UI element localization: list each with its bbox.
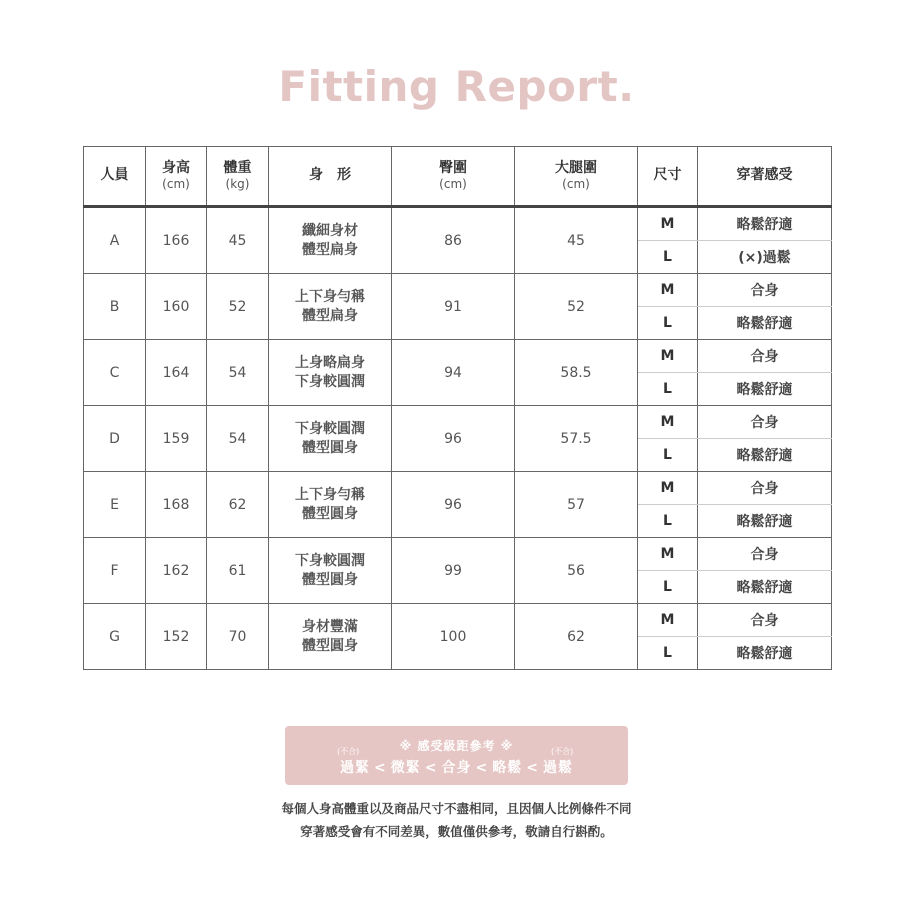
table-row: [84, 604, 832, 637]
cell-size: M: [638, 604, 698, 637]
cell-weight: 61: [207, 538, 269, 604]
cell-feel: 合身: [698, 472, 832, 505]
cell-body-type: 下身較圓潤 體型圓身: [269, 538, 392, 604]
cell-feel: 略鬆舒適: [698, 439, 832, 472]
header-height: 身高 (cm): [146, 147, 207, 207]
cell-weight: 45: [207, 207, 269, 274]
cell-hip: 99: [392, 538, 515, 604]
cell-body-type: 身材豐滿 體型圓身: [269, 604, 392, 670]
legend-tag-right: (不合): [551, 747, 574, 756]
header-thigh: 大腿圍 (cm): [515, 147, 638, 207]
header-weight: 體重 (kg): [207, 147, 269, 207]
disclaimer-note: [0, 797, 913, 843]
cell-feel: 略鬆舒適: [698, 505, 832, 538]
cell-hip: 96: [392, 472, 515, 538]
cell-height: 152: [146, 604, 207, 670]
cell-height: 164: [146, 340, 207, 406]
header-body-type: 身 形: [269, 147, 392, 207]
header-feel: 穿著感受: [698, 147, 832, 207]
cell-feel: 合身: [698, 340, 832, 373]
cell-feel: 合身: [698, 538, 832, 571]
fit-scale-legend: [285, 726, 628, 785]
cell-size: L: [638, 373, 698, 406]
scale-separator: <: [475, 760, 489, 776]
cell-thigh: 52: [515, 274, 638, 340]
cell-feel: 合身: [698, 274, 832, 307]
cell-weight: 52: [207, 274, 269, 340]
cell-person: B: [84, 274, 146, 340]
cell-feel: 略鬆舒適: [698, 637, 832, 670]
scale-separator: <: [526, 760, 539, 776]
legend-scale: [285, 757, 628, 777]
cell-person: A: [84, 207, 146, 274]
cell-body-type: 下身較圓潤 體型圓身: [269, 406, 392, 472]
note-line: 穿著感受會有不同差異，數值僅供參考，敬請自行斟酌。: [300, 824, 613, 839]
cell-size: M: [638, 538, 698, 571]
cell-thigh: 62: [515, 604, 638, 670]
cell-hip: 94: [392, 340, 515, 406]
cell-weight: 54: [207, 340, 269, 406]
cell-hip: 91: [392, 274, 515, 340]
header-size: 尺寸: [638, 147, 698, 207]
scale-item: 過鬆: [542, 760, 573, 776]
cell-thigh: 45: [515, 207, 638, 274]
table-row: [84, 207, 832, 241]
cell-hip: 86: [392, 207, 515, 274]
cell-size: L: [638, 307, 698, 340]
table-header-row: [84, 147, 832, 207]
legend-tag-left: (不合): [337, 747, 360, 756]
cell-size: M: [638, 207, 698, 241]
scale-item: 略鬆: [492, 760, 523, 776]
cell-height: 168: [146, 472, 207, 538]
cell-feel: 略鬆舒適: [698, 207, 832, 241]
cell-size: M: [638, 274, 698, 307]
cell-size: M: [638, 340, 698, 373]
cell-person: D: [84, 406, 146, 472]
table-row: [84, 538, 832, 571]
cell-weight: 70: [207, 604, 269, 670]
cell-height: 166: [146, 207, 207, 274]
fitting-table: [83, 146, 832, 670]
cell-thigh: 57.5: [515, 406, 638, 472]
table-row: [84, 472, 832, 505]
cell-feel: (×)過鬆: [698, 241, 832, 274]
cell-thigh: 57: [515, 472, 638, 538]
scale-separator: <: [424, 760, 438, 776]
cell-weight: 54: [207, 406, 269, 472]
cell-person: G: [84, 604, 146, 670]
scale-item: 過緊: [340, 760, 371, 776]
cell-body-type: 上下身勻稱 體型扁身: [269, 274, 392, 340]
cell-thigh: 56: [515, 538, 638, 604]
scale-item: 微緊: [390, 760, 421, 776]
cell-person: C: [84, 340, 146, 406]
note-line: 每個人身高體重以及商品尺寸不盡相同，且因個人比例條件不同: [281, 801, 632, 816]
scale-item: 合身: [441, 760, 472, 776]
cell-feel: 合身: [698, 604, 832, 637]
cell-body-type: 纖細身材 體型扁身: [269, 207, 392, 274]
cell-hip: 96: [392, 406, 515, 472]
cell-person: F: [84, 538, 146, 604]
cell-size: L: [638, 571, 698, 604]
cell-feel: 略鬆舒適: [698, 373, 832, 406]
legend-title: ※ 感受級距參考 ※: [399, 739, 514, 753]
cell-weight: 62: [207, 472, 269, 538]
cell-size: L: [638, 241, 698, 274]
header-person: 人員: [84, 147, 146, 207]
table-row: [84, 274, 832, 307]
scale-separator: <: [374, 760, 387, 776]
cell-height: 162: [146, 538, 207, 604]
cell-feel: 略鬆舒適: [698, 571, 832, 604]
cell-thigh: 58.5: [515, 340, 638, 406]
cell-size: L: [638, 439, 698, 472]
cell-feel: 略鬆舒適: [698, 307, 832, 340]
cell-size: L: [638, 637, 698, 670]
cell-body-type: 上身略扁身 下身較圓潤: [269, 340, 392, 406]
cell-size: M: [638, 406, 698, 439]
cell-hip: 100: [392, 604, 515, 670]
header-hip: 臀圍 (cm): [392, 147, 515, 207]
cell-size: L: [638, 505, 698, 538]
table-row: [84, 340, 832, 373]
page-title: Fitting Report.: [278, 62, 635, 111]
cell-person: E: [84, 472, 146, 538]
cell-size: M: [638, 472, 698, 505]
cell-height: 160: [146, 274, 207, 340]
cell-feel: 合身: [698, 406, 832, 439]
table-row: [84, 406, 832, 439]
cell-body-type: 上下身勻稱 體型圓身: [269, 472, 392, 538]
cell-height: 159: [146, 406, 207, 472]
